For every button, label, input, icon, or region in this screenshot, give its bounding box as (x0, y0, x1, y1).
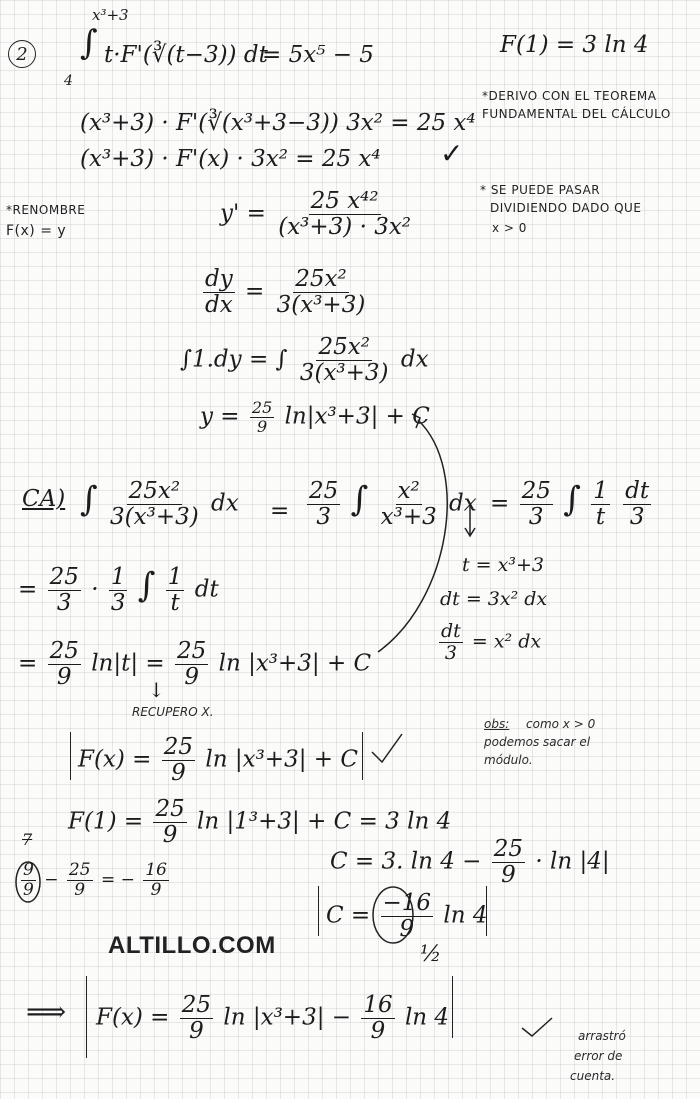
side-num-b: 25 (68, 860, 91, 880)
c-box-line (326, 892, 487, 941)
ca-l2-eq: = (18, 576, 38, 603)
ca-one: 1 (593, 478, 608, 504)
ca-frac-1 (108, 480, 201, 529)
ca-l3-eq: = (18, 650, 38, 677)
f1-9: 9 (162, 822, 178, 848)
integral-sign: ∫ (80, 479, 98, 520)
final-mid: ln |x³+3| − (223, 1004, 352, 1031)
side-calc (18, 862, 172, 899)
c-bracket-right (486, 886, 487, 936)
obs-label: obs: (484, 717, 510, 731)
boxed-fx-25: 25 (163, 734, 194, 760)
side-frac-a (21, 862, 36, 899)
note-pasar-1: * SE PUEDE PASAR (480, 183, 601, 197)
ca-frac-1-t (591, 480, 610, 529)
note-derivo-2: FUNDAMENTAL DEL CÁLCULO (482, 107, 671, 121)
boxed-fx-lhs: F(x) = (78, 746, 152, 773)
c-line (330, 838, 610, 887)
note-renombre-1: *RENOMBRE (6, 203, 86, 217)
side-res-den: 9 (150, 880, 162, 900)
side-frac-res (143, 862, 169, 899)
equals: = (245, 278, 265, 305)
ca-l3-9b: 9 (184, 664, 199, 690)
dydx-rhs-fraction (275, 268, 368, 317)
ca-frac-dt-3 (623, 480, 651, 529)
dydx-line (200, 268, 370, 317)
side-num-a: 9 (23, 860, 34, 880)
ca-l2-1b: 1 (167, 564, 183, 590)
c-lhs: C = 3. ln 4 − (330, 848, 482, 875)
problem-number: 2 (8, 40, 36, 68)
ca-frac-25-3 (307, 480, 340, 529)
side-den-a: 9 (23, 880, 34, 900)
y-prime-line (220, 190, 416, 239)
integral-num: 25x² (318, 334, 370, 360)
down-arrow-icon: ↓ (148, 678, 165, 702)
check-mark-3 (522, 1018, 552, 1036)
note-recupero: RECUPERO X. (132, 705, 214, 719)
ca-l3-mid: ln|t| = (91, 650, 165, 677)
f1-25: 25 (155, 796, 185, 822)
ca-l3-tail: ln |x³+3| + C (218, 650, 372, 677)
ca-t: t (595, 504, 606, 530)
dydx-fraction (203, 268, 235, 317)
ca-25b: 25 (521, 478, 551, 504)
equation-rhs: = 5x⁵ − 5 (262, 42, 374, 68)
integral-den: 3(x³+3) (299, 360, 389, 386)
c-box-frac (381, 892, 434, 941)
ca-l3-25b: 25 (177, 638, 207, 664)
final-bracket-right (452, 976, 453, 1038)
side-minus: − (44, 870, 59, 890)
final-frac-2 (361, 994, 394, 1043)
sub-dt3-rhs: = x² dx (471, 630, 542, 653)
implies-arrow-icon: ⟹ (26, 995, 67, 1028)
boxed-fx-line (78, 736, 358, 785)
final-tail: ln 4 (404, 1004, 450, 1031)
side-eq: = − (100, 870, 135, 890)
ca-l3-frac-a (48, 640, 81, 689)
ca-l2-t: t (170, 590, 180, 616)
obs-line-3: módulo. (484, 753, 533, 767)
c-25: 25 (493, 836, 524, 862)
f1-frac (153, 798, 186, 847)
side-seven: 7 (22, 830, 33, 849)
side-res-num: 16 (145, 860, 167, 880)
sub-dt3-num: dt (441, 620, 461, 642)
integral-left: ∫1.dy = ∫ (180, 346, 288, 373)
y-result-line (200, 400, 430, 435)
ca-3b: 3 (528, 504, 544, 530)
ca-l2-frac-1-3 (109, 566, 128, 615)
y-prime-den: (x³+3) · 3x² (278, 214, 412, 240)
ca-3c: 3 (629, 504, 645, 530)
curved-arrow (378, 420, 447, 652)
ca-frac-1-den: 3(x³+3) (110, 504, 199, 530)
ca-3: 3 (316, 504, 331, 530)
ca-l2-frac-1-t (166, 566, 185, 615)
boxed-fx-tail: ln |x³+3| + C (205, 746, 358, 773)
integral-upper-limit: x³+3 (92, 6, 129, 24)
ca-frac-25-3b (520, 480, 553, 529)
dydx-rhs-den: 3(x³+3) (276, 292, 366, 318)
c-box-lhs: C = (326, 902, 371, 929)
sub-t: t = x³+3 (462, 554, 544, 576)
ca-l2-25: 25 (49, 564, 79, 590)
bracket-right (362, 732, 363, 780)
side-den-b: 9 (74, 880, 86, 900)
y-result-fraction (250, 400, 274, 435)
f1-tail: ln |1³+3| + C = 3 ln 4 (197, 808, 452, 835)
ca-l2-1: 1 (110, 564, 126, 590)
ca-frac-2-num: x² (397, 478, 420, 504)
f1-lhs: F(1) = (68, 808, 144, 835)
obs-line-2: podemos sacar el (484, 735, 591, 749)
watermark: ALTILLO.COM (108, 932, 276, 959)
ca-l2-3b: 3 (110, 590, 126, 616)
half-mark: ½ (420, 942, 442, 967)
corr-line-2: error de (574, 1049, 623, 1063)
final-num-2: 16 (363, 992, 393, 1018)
final-lhs: F(x) = (96, 1004, 170, 1031)
c-box-tail: ln 4 (443, 902, 488, 929)
c-box-num: −16 (382, 890, 432, 916)
ca-line-2 (18, 566, 219, 615)
check-mark-2 (372, 734, 402, 762)
integral-line (180, 336, 429, 385)
integral-fraction (298, 336, 391, 385)
integral-sign: ∫ (80, 23, 98, 63)
dydx-rhs-num: 25x² (295, 266, 347, 292)
check-mark-1: ✓ (440, 137, 464, 170)
ca-l2-3: 3 (56, 590, 72, 616)
note-pasar-2: DIVIDIENDO DADO QUE (490, 201, 642, 215)
sub-dt3-den: 3 (444, 642, 457, 664)
integral-dx: dx (400, 346, 429, 373)
c-box-den: 9 (399, 916, 415, 942)
ca-line-3 (18, 640, 371, 689)
sub-dt: dt = 3x² dx (440, 588, 548, 610)
final-den-2: 9 (370, 1018, 386, 1044)
ca-label: CA) (22, 486, 66, 512)
ca-line-1b (304, 480, 477, 529)
y-result-lhs: y = (200, 403, 240, 430)
ca-eq-2: = (490, 490, 510, 517)
final-bracket-left (86, 976, 87, 1058)
y-result-num: 25 (251, 398, 273, 417)
ca-l2-dt: dt (194, 576, 219, 603)
ca-dx-2: dx (449, 490, 477, 517)
ca-25: 25 (309, 478, 339, 504)
y-prime-fraction (276, 190, 413, 239)
ca-l2-frac-25-3 (48, 566, 81, 615)
ca-line-1 (80, 480, 239, 529)
ca-frac-2-den: x³+3 (380, 504, 437, 530)
given-condition: F(1) = 3 ln 4 (500, 32, 649, 58)
c-9: 9 (501, 862, 516, 888)
boxed-fx-frac (162, 736, 195, 785)
note-pasar-3: x > 0 (492, 221, 527, 235)
sub-dt3-frac (439, 622, 463, 663)
obs-line-1: como x > 0 (526, 717, 596, 731)
side-frac-b (67, 862, 93, 899)
boxed-fx-9: 9 (171, 760, 186, 786)
integral-lower-limit: 4 (64, 73, 73, 89)
y-prime-label: y' = (220, 200, 266, 227)
final-den-1: 9 (189, 1018, 204, 1044)
integral-sign: ∫ (137, 565, 156, 606)
step-line-3: (x³+3) · F'(x) · 3x² = 25 x⁴ (80, 146, 381, 172)
final-frac-1 (180, 994, 213, 1043)
ca-dt: dt (625, 478, 650, 504)
ca-l3-frac-b (175, 640, 208, 689)
dydx-den: dx (205, 292, 233, 318)
integrand: t·F'(∛(t−3)) dt (104, 42, 268, 68)
final-answer (96, 994, 449, 1043)
dydx-num: dy (205, 266, 233, 292)
step-line-2: (x³+3) · F'(∛(x³+3−3)) 3x² = 25 x⁴ (80, 110, 476, 136)
ca-l3-25: 25 (49, 638, 79, 664)
corr-line-1: arrastró (578, 1029, 626, 1043)
y-result-tail: ln|x³+3| + C (284, 403, 430, 430)
final-num-1: 25 (181, 992, 212, 1018)
c-tail: · ln |4| (535, 848, 610, 875)
ca-l3-9: 9 (56, 664, 72, 690)
ca-eq-1: = (270, 498, 290, 524)
note-renombre-2: F(x) = y (6, 223, 67, 239)
c-bracket-left (318, 886, 319, 936)
integral-sign: ∫ (350, 479, 369, 520)
y-prime-num: 25 x⁴² (310, 188, 379, 214)
bracket-left (70, 732, 71, 780)
c-frac (492, 838, 525, 887)
corr-line-3: cuenta. (570, 1069, 616, 1083)
note-derivo-1: *DERIVO CON EL TEOREMA (482, 89, 657, 103)
dot: · (91, 576, 99, 603)
ca-line-1c (490, 480, 654, 529)
ca-frac-1-num: 25x² (128, 478, 181, 504)
ca-dx-1: dx (211, 490, 239, 517)
sub-dt3-line (436, 622, 541, 663)
integral-sign: ∫ (563, 479, 581, 520)
y-result-den: 9 (256, 417, 268, 436)
ca-frac-2 (379, 480, 439, 529)
